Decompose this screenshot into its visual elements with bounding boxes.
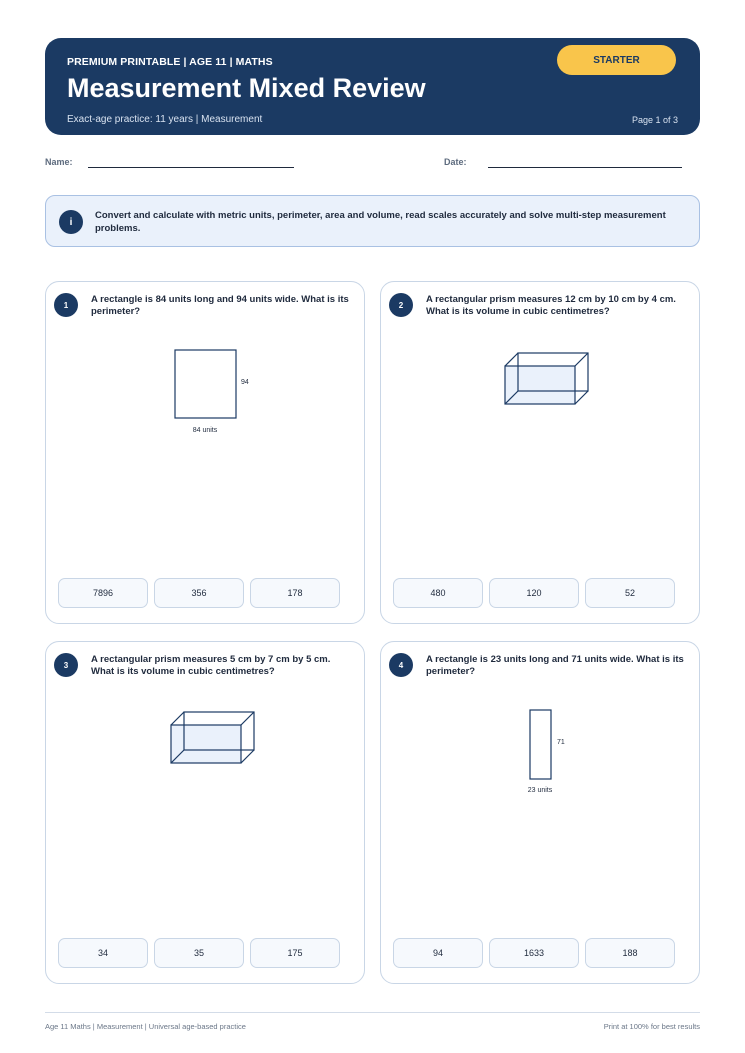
answer-option[interactable]: 480 — [393, 578, 483, 608]
instructions-box — [45, 195, 700, 247]
prism-front-face — [505, 366, 575, 404]
page-indicator: Page 1 of 3 — [631, 115, 678, 125]
date-field[interactable] — [488, 167, 682, 168]
info-icon: i — [59, 210, 83, 234]
question-number: 1 — [54, 293, 78, 317]
question-card-3 — [45, 641, 365, 984]
worksheet-header — [45, 38, 700, 135]
answer-option[interactable]: 120 — [489, 578, 579, 608]
question-number: 4 — [389, 653, 413, 677]
footer-left-text: Age 11 Maths | Measurement | Universal age-based practice — [45, 1022, 246, 1031]
answer-option[interactable]: 35 — [154, 938, 244, 968]
height-label: 71 — [557, 739, 565, 746]
question-text: A rectangle is 23 units long and 71 units wide. What is its perimeter? — [426, 654, 684, 677]
header-kicker: PREMIUM PRINTABLE | AGE 11 | MATHS — [67, 56, 273, 68]
answer-options — [58, 938, 340, 968]
question-card-1 — [45, 281, 365, 624]
answer-option[interactable]: 356 — [154, 578, 244, 608]
answer-option[interactable]: 188 — [585, 938, 675, 968]
rectangle-diagram — [381, 642, 701, 985]
answer-option[interactable]: 94 — [393, 938, 483, 968]
question-text: A rectangle is 84 units long and 94 units wide. What is its perimeter? — [91, 294, 349, 317]
width-label: 23 units — [527, 787, 553, 794]
question-text: A rectangular prism measures 12 cm by 10 cm by 4 cm. What is its volume in cubic centimetres? — [426, 294, 676, 317]
answer-option[interactable]: 52 — [585, 578, 675, 608]
date-label: Date: — [444, 157, 467, 167]
prism-front-face — [171, 725, 241, 763]
question-card-4 — [380, 641, 700, 984]
name-label: Name: — [45, 157, 73, 167]
footer-right-text: Print at 100% for best results — [603, 1022, 700, 1031]
answer-option[interactable]: 178 — [250, 578, 340, 608]
question-card-2 — [380, 281, 700, 624]
answer-options — [393, 578, 675, 608]
rectangle-shape — [530, 710, 551, 779]
page-title: Measurement Mixed Review — [67, 73, 426, 103]
prism-diagram — [46, 642, 366, 985]
level-badge: STARTER — [557, 45, 676, 75]
name-field[interactable] — [88, 167, 294, 168]
answer-option[interactable]: 7896 — [58, 578, 148, 608]
question-text: A rectangular prism measures 5 cm by 7 cm by 5 cm. What is its volume in cubic centimetres? — [91, 654, 331, 677]
rectangle-diagram — [46, 282, 366, 625]
width-label: 84 units — [192, 427, 218, 434]
instructions-text: Convert and calculate with metric units, perimeter, area and volume, read scales accurately and solve multi-step measurement problems. — [95, 210, 666, 234]
question-number: 3 — [54, 653, 78, 677]
answer-option[interactable]: 34 — [58, 938, 148, 968]
question-number: 2 — [389, 293, 413, 317]
header-subtitle: Exact-age practice: 11 years | Measurement — [67, 114, 263, 125]
answer-options — [393, 938, 675, 968]
answer-options — [58, 578, 340, 608]
answer-option[interactable]: 1633 — [489, 938, 579, 968]
height-label: 94 — [241, 379, 249, 386]
rectangle-shape — [175, 350, 236, 418]
answer-option[interactable]: 175 — [250, 938, 340, 968]
footer-divider — [45, 1012, 700, 1013]
prism-diagram — [381, 282, 701, 625]
